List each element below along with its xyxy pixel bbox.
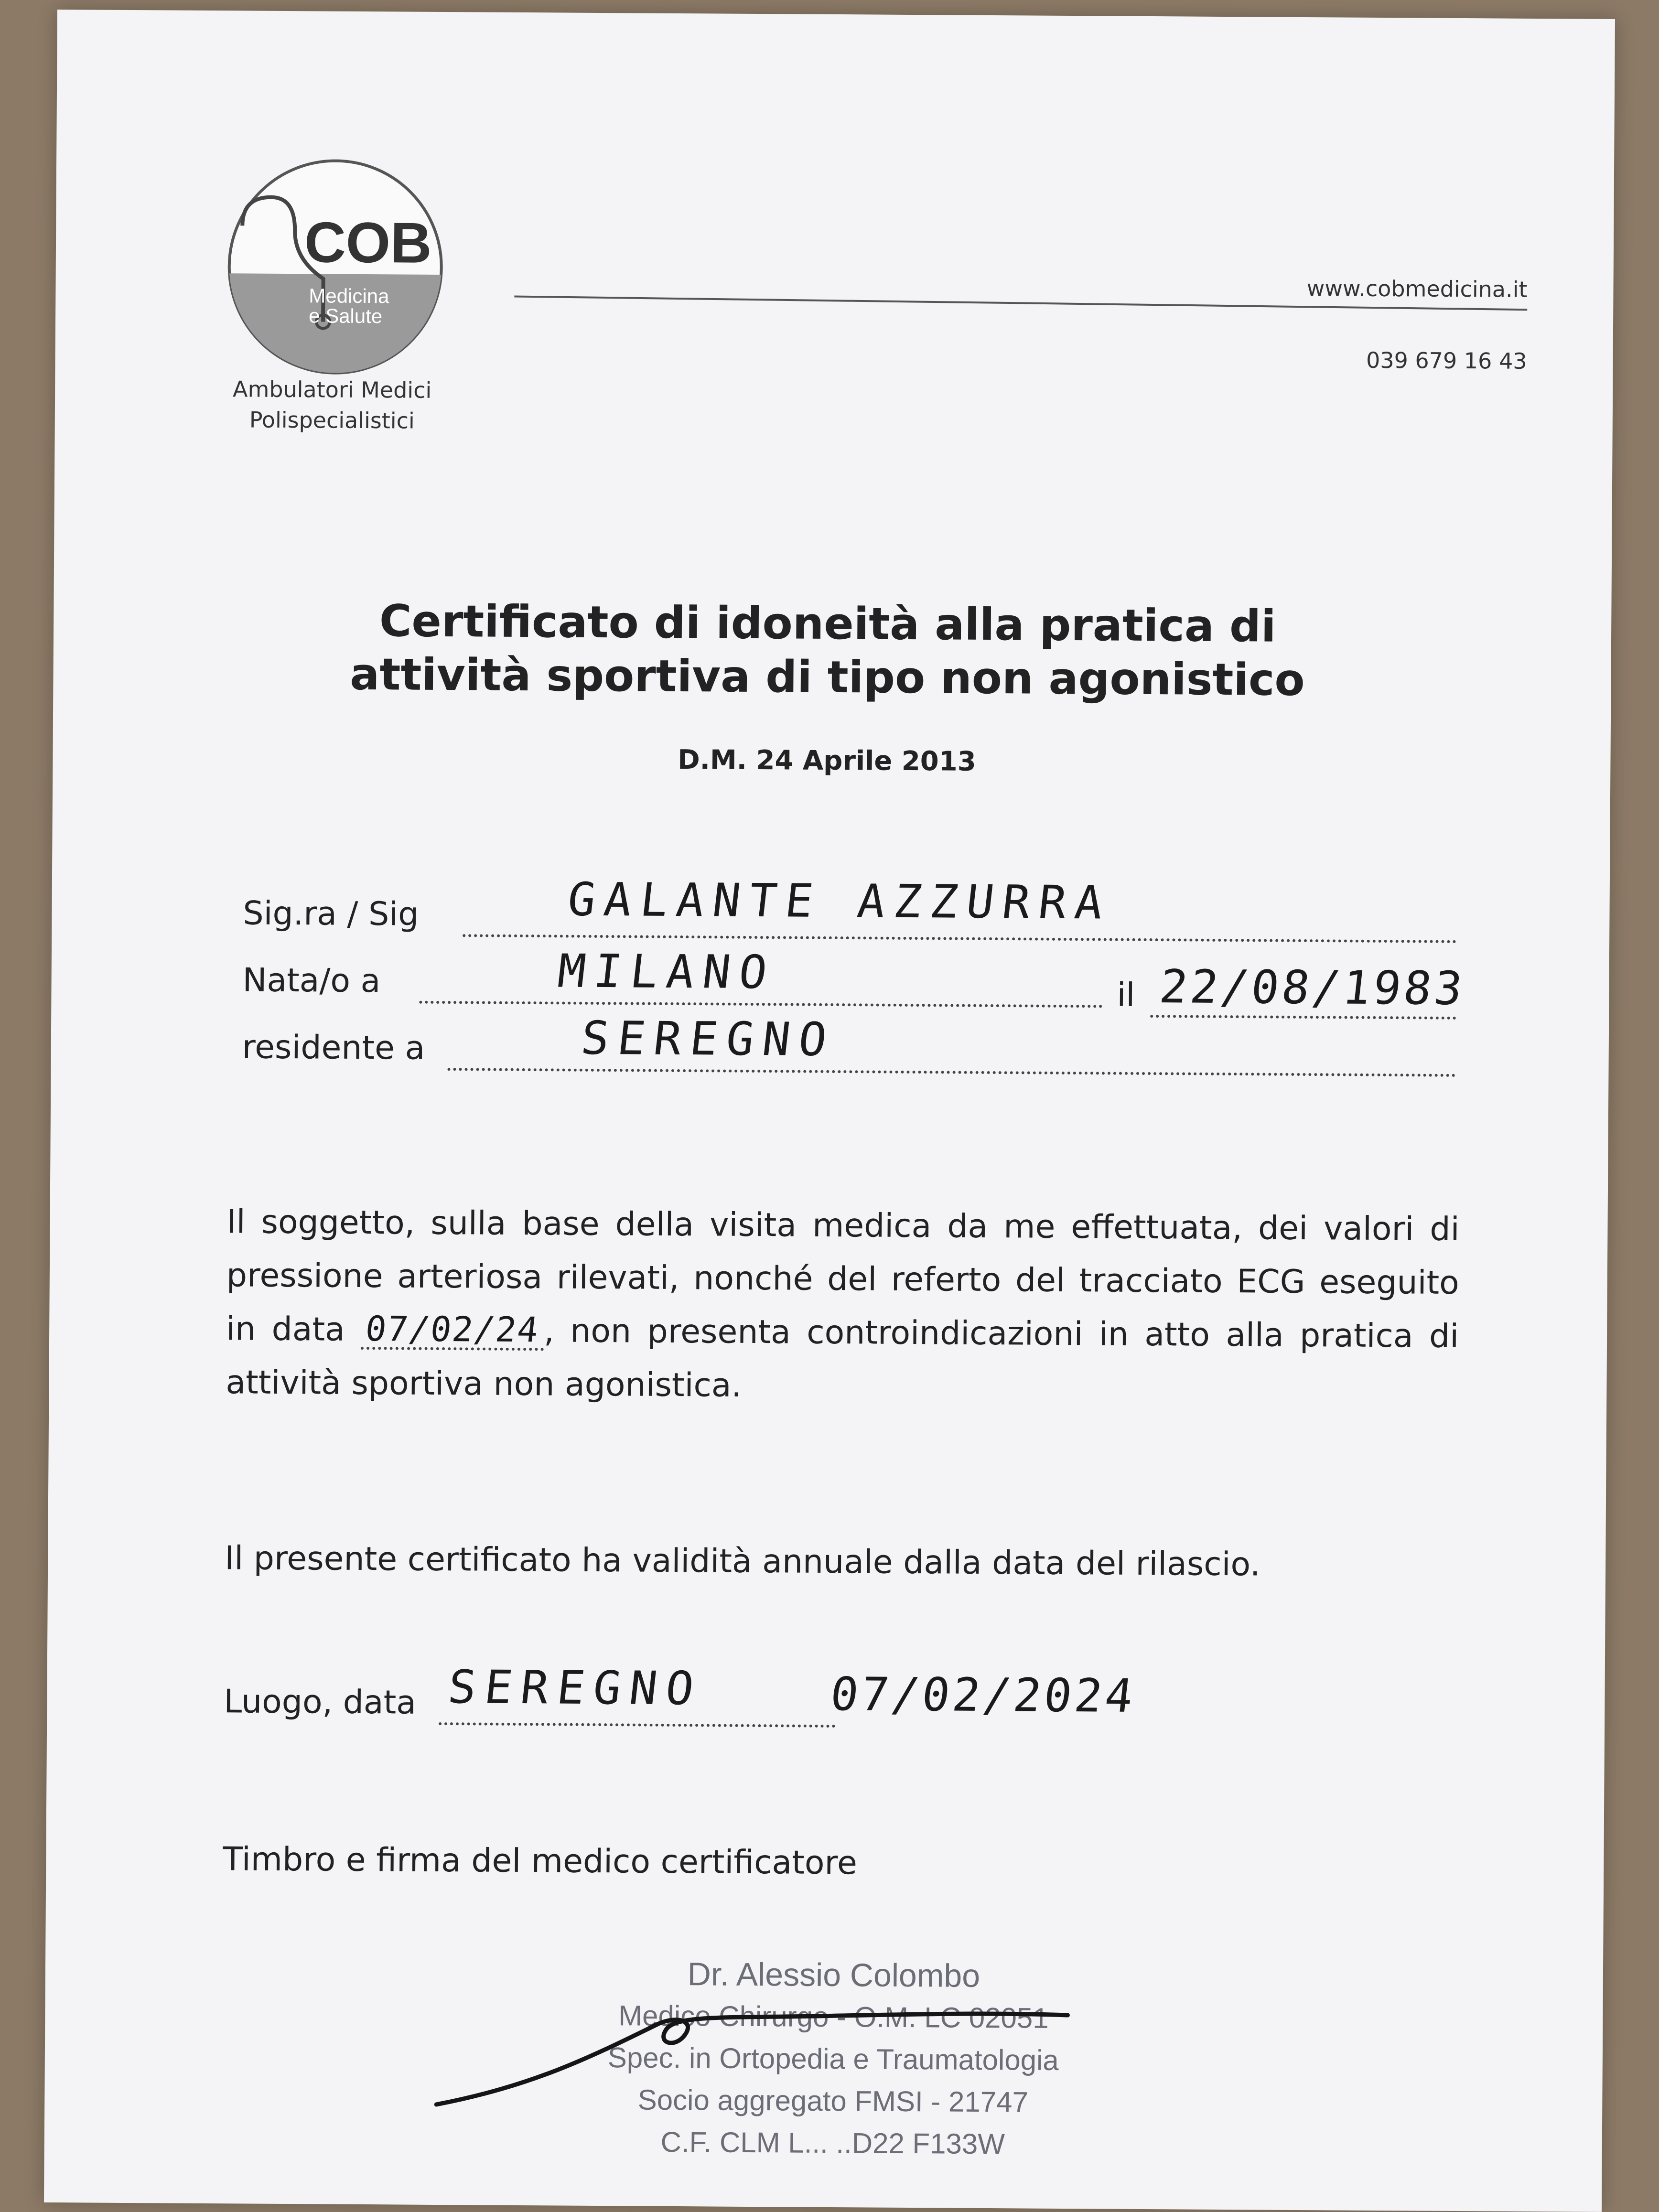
- place-date-label: Luogo, data: [224, 1683, 417, 1722]
- birthdate-handwritten: 22/08/1983: [1157, 960, 1468, 1016]
- birthdate-label: il: [1117, 976, 1135, 1014]
- birthplace-dotted-line: [419, 1001, 1102, 1008]
- cob-logo: [222, 154, 448, 380]
- body-text-before: Il soggetto, sulla base della visita medica da me effettuata, dei valori di pressione arteriosa rilevati, nonché del referto del tracciato ECG eseguito in data: [226, 1203, 1460, 1349]
- logo-tagline-2: e Salute: [308, 304, 383, 328]
- title-line-1: Certificato di idoneità alla pratica di: [379, 595, 1276, 652]
- place-handwritten: SEREGNO: [445, 1660, 705, 1716]
- stamp-line-3: Spec. in Ortopedia e Traumatologia: [607, 2041, 1059, 2076]
- residence-handwritten: SEREGNO: [578, 1011, 838, 1066]
- ecg-date-handwritten: 07/02/24: [363, 1309, 541, 1350]
- birthplace-label: Nata/o a: [242, 961, 381, 1000]
- certificate-page: [44, 10, 1615, 2212]
- stamp-doctor-name: Dr. Alessio Colombo: [687, 1956, 980, 1994]
- doctor-signature: [388, 1994, 1106, 2123]
- logo-tagline-1: Medicina: [309, 284, 389, 308]
- logo-cob-text: COB: [304, 210, 432, 275]
- ecg-date-field: [361, 1309, 544, 1351]
- body-text-after: , non presenta controindicazioni in atto alla pratica di attività sportiva non agonistica.: [226, 1312, 1459, 1405]
- phone-text: 039 679 16 43: [1366, 347, 1527, 374]
- date-handwritten: 07/02/2024: [828, 1667, 1139, 1723]
- certificate-body: [226, 1195, 1460, 1417]
- stamp-signature-label: Timbro e firma del medico certificatore: [223, 1840, 858, 1882]
- name-label: Sig.ra / Sig: [243, 894, 419, 934]
- validity-statement: Il presente certificato ha validità annuale dalla data del rilascio.: [224, 1539, 1260, 1584]
- decree-reference: D.M. 24 Aprile 2013: [678, 744, 976, 777]
- place-date-dotted-line: [439, 1722, 835, 1728]
- birthdate-dotted-line: [1150, 1015, 1456, 1020]
- birthplace-handwritten: MILANO: [555, 944, 778, 999]
- clinic-subtitle-line-1: Ambulatori Medici: [232, 376, 432, 403]
- stamp-line-5: C.F. CLM L... ..D22 F133W: [660, 2126, 1005, 2160]
- website-text: www.cobmedicina.it: [1306, 275, 1528, 302]
- title-line-2: attività sportiva di tipo non agonistico: [350, 648, 1305, 706]
- name-handwritten: GALANTE AZZURRA: [565, 872, 1114, 930]
- residence-dotted-line: [447, 1068, 1455, 1077]
- stamp-line-2: Medico Chirurgo - O.M. LC 02051: [618, 1999, 1049, 2034]
- residence-label: residente a: [242, 1028, 425, 1067]
- name-dotted-line: [463, 934, 1456, 943]
- clinic-subtitle-line-2: Polispecialistici: [249, 407, 415, 434]
- clinic-subtitle: [174, 374, 490, 437]
- document-title: [196, 593, 1458, 708]
- stamp-line-4: Socio aggregato FMSI - 21747: [637, 2083, 1029, 2118]
